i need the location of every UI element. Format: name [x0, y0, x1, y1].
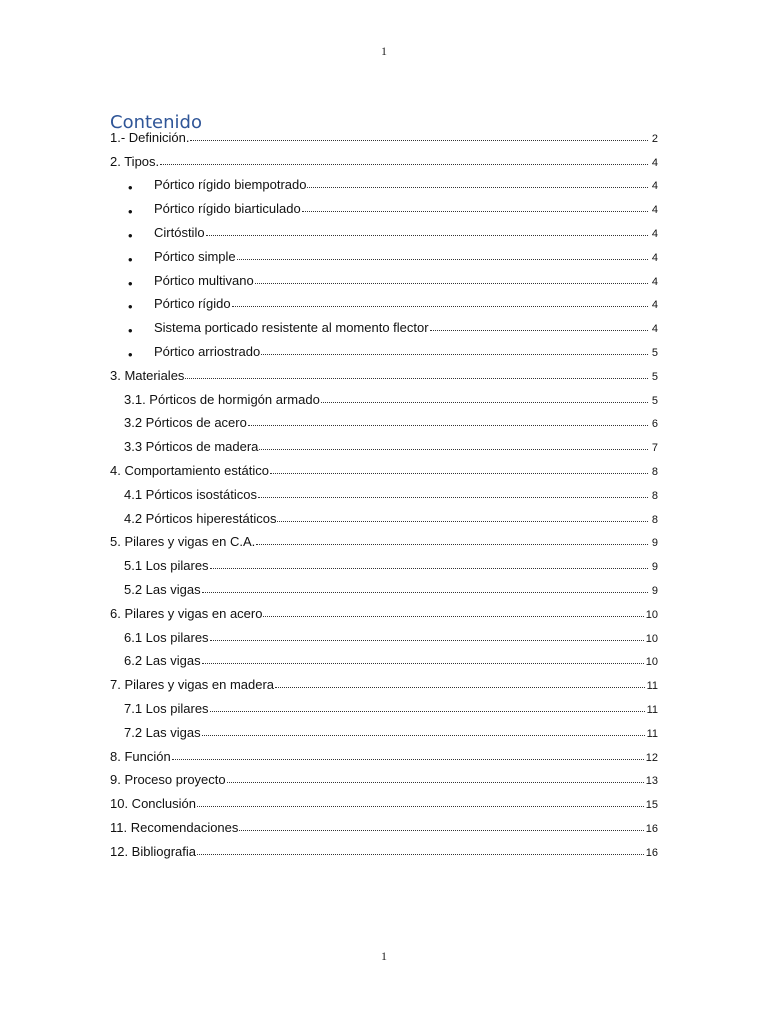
toc-entry-page: 5: [651, 346, 658, 359]
footer-page-number: 1: [381, 949, 387, 963]
toc-leader-dots: [307, 187, 648, 188]
toc-entry-page: 7: [651, 442, 658, 455]
toc-entry-page: 16: [645, 822, 658, 835]
toc-entry-page: 10: [645, 656, 658, 669]
toc-entry[interactable]: [110, 743, 658, 767]
toc-entry-page: 16: [645, 846, 658, 859]
toc-leader-dots: [248, 425, 648, 426]
toc-entry-label: Cirtóstilo: [154, 224, 205, 240]
toc-entry[interactable]: [110, 267, 658, 291]
toc-leader-dots: [263, 616, 643, 617]
toc-leader-dots: [232, 306, 648, 307]
toc-entry[interactable]: [110, 291, 658, 315]
toc-leader-dots: [210, 640, 644, 641]
toc-entry-label: Pórtico rígido: [154, 296, 231, 312]
toc-entry[interactable]: [110, 386, 658, 410]
toc-entry[interactable]: [110, 624, 658, 648]
toc-leader-dots: [210, 568, 648, 569]
toc-entry-page: 6: [651, 418, 658, 431]
toc-entry[interactable]: [110, 600, 658, 624]
toc-entry-page: 4: [651, 204, 658, 217]
toc-leader-dots: [202, 735, 645, 736]
bullet-icon: •: [128, 275, 133, 291]
toc-entry-page: 10: [645, 632, 658, 645]
toc-entry-label: Pórtico simple: [154, 248, 236, 264]
table-of-contents: [110, 124, 658, 862]
toc-entry[interactable]: [110, 552, 658, 576]
toc-entry-page: 4: [651, 251, 658, 264]
toc-entry-label: 2. Tipos.: [110, 153, 160, 169]
toc-entry-page: 13: [645, 775, 658, 788]
toc-entry-page: 4: [651, 156, 658, 169]
toc-leader-dots: [255, 283, 648, 284]
toc-entry-page: 4: [651, 275, 658, 288]
toc-entry-label: 4. Comportamiento estático: [110, 462, 269, 478]
toc-entry[interactable]: [110, 338, 658, 362]
toc-leader-dots: [261, 354, 648, 355]
toc-entry-label: 3.2 Pórticos de acero: [124, 415, 247, 431]
toc-leader-dots: [239, 830, 643, 831]
toc-entry[interactable]: [110, 410, 658, 434]
toc-entry[interactable]: [110, 529, 658, 553]
toc-entry-page: 4: [651, 180, 658, 193]
toc-entry-page: 8: [651, 465, 658, 478]
bullet-icon: •: [128, 251, 133, 267]
toc-entry[interactable]: [110, 767, 658, 791]
toc-entry[interactable]: [110, 838, 658, 862]
header-page-number: 1: [381, 44, 387, 58]
toc-entry-page: 2: [651, 132, 658, 145]
toc-entry[interactable]: [110, 648, 658, 672]
toc-entry-label: 12. Bibliografia: [110, 843, 196, 859]
toc-entry[interactable]: [110, 719, 658, 743]
toc-entry-page: 11: [646, 680, 658, 693]
toc-entry-label: 1.- Definición.: [110, 129, 190, 145]
bullet-icon: •: [128, 346, 133, 362]
toc-entry[interactable]: [110, 671, 658, 695]
toc-leader-dots: [185, 378, 648, 379]
toc-entry-label: 4.2 Pórticos hiperestáticos: [124, 510, 277, 526]
toc-entry[interactable]: [110, 814, 658, 838]
toc-entry-page: 5: [651, 370, 658, 383]
toc-entry[interactable]: [110, 457, 658, 481]
toc-entry-label: 6.1 Los pilares: [124, 629, 209, 645]
toc-entry-label: Sistema porticado resistente al momento flector: [154, 320, 429, 336]
toc-entry-page: 4: [651, 227, 658, 240]
toc-entry-label: 3.3 Pórticos de madera: [124, 439, 259, 455]
toc-leader-dots: [275, 687, 645, 688]
toc-leader-dots: [277, 521, 648, 522]
toc-leader-dots: [430, 330, 648, 331]
toc-entry-label: 8. Función: [110, 748, 171, 764]
toc-entry-label: 3.1. Pórticos de hormigón armado: [124, 391, 320, 407]
toc-leader-dots: [190, 140, 648, 141]
toc-leader-dots: [172, 759, 644, 760]
toc-entry[interactable]: [110, 172, 658, 196]
toc-entry[interactable]: [110, 148, 658, 172]
toc-entry[interactable]: [110, 790, 658, 814]
toc-entry[interactable]: [110, 243, 658, 267]
toc-entry-label: Pórtico rígido biarticulado: [154, 201, 301, 217]
toc-leader-dots: [237, 259, 648, 260]
toc-entry-page: 15: [645, 799, 658, 812]
toc-leader-dots: [270, 473, 648, 474]
toc-entry-page: 4: [651, 323, 658, 336]
bullet-icon: •: [128, 180, 133, 196]
toc-entry-label: 7.1 Los pilares: [124, 700, 209, 716]
toc-entry-label: Pórtico arriostrado: [154, 343, 261, 359]
toc-leader-dots: [227, 782, 644, 783]
bullet-icon: •: [128, 204, 133, 220]
toc-entry-label: 11. Recomendaciones: [110, 819, 239, 835]
toc-entry-page: 11: [646, 727, 658, 740]
toc-entry-label: 5.2 Las vigas: [124, 581, 201, 597]
toc-leader-dots: [321, 402, 648, 403]
bullet-icon: •: [128, 323, 133, 339]
toc-entry-label: 10. Conclusión: [110, 796, 196, 812]
toc-leader-dots: [197, 854, 644, 855]
toc-entry[interactable]: [110, 124, 658, 148]
toc-leader-dots: [210, 711, 645, 712]
toc-entry-label: 6.2 Las vigas: [124, 653, 201, 669]
toc-leader-dots: [259, 449, 648, 450]
toc-leader-dots: [202, 592, 648, 593]
bullet-icon: •: [128, 299, 133, 315]
toc-entry-page: 12: [645, 751, 658, 764]
toc-entry-page: 9: [651, 561, 658, 574]
toc-entry-page: 9: [651, 537, 658, 550]
toc-entry-label: Pórtico multivano: [154, 272, 254, 288]
toc-entry[interactable]: [110, 219, 658, 243]
toc-leader-dots: [160, 164, 648, 165]
toc-entry-label: Pórtico rígido biempotrado: [154, 177, 307, 193]
toc-entry-label: 7.2 Las vigas: [124, 724, 201, 740]
toc-leader-dots: [197, 806, 644, 807]
toc-leader-dots: [202, 663, 644, 664]
toc-entry-label: 5. Pilares y vigas en C.A.: [110, 534, 256, 550]
toc-entry-label: 7. Pilares y vigas en madera: [110, 677, 275, 693]
toc-leader-dots: [256, 544, 648, 545]
toc-entry[interactable]: [110, 481, 658, 505]
toc-entry[interactable]: [110, 362, 658, 386]
toc-entry[interactable]: [110, 195, 658, 219]
toc-leader-dots: [302, 211, 648, 212]
toc-entry-label: 3. Materiales: [110, 367, 185, 383]
toc-leader-dots: [206, 235, 648, 236]
toc-entry[interactable]: [110, 576, 658, 600]
toc-entry[interactable]: [110, 695, 658, 719]
toc-entry-label: 6. Pilares y vigas en acero: [110, 605, 263, 621]
toc-leader-dots: [258, 497, 648, 498]
toc-entry-page: 9: [651, 584, 658, 597]
toc-entry-page: 8: [651, 513, 658, 526]
toc-title: Contenido: [110, 112, 202, 134]
toc-entry-page: 4: [651, 299, 658, 312]
toc-entry-page: 11: [646, 703, 658, 716]
toc-entry-page: 10: [645, 608, 658, 621]
toc-entry-label: 4.1 Pórticos isostáticos: [124, 486, 257, 502]
toc-entry-page: 8: [651, 489, 658, 502]
toc-entry[interactable]: [110, 505, 658, 529]
toc-entry[interactable]: [110, 314, 658, 338]
bullet-icon: •: [128, 227, 133, 243]
toc-entry-label: 5.1 Los pilares: [124, 558, 209, 574]
toc-entry[interactable]: [110, 433, 658, 457]
toc-entry-label: 9. Proceso proyecto: [110, 772, 226, 788]
toc-entry-page: 5: [651, 394, 658, 407]
